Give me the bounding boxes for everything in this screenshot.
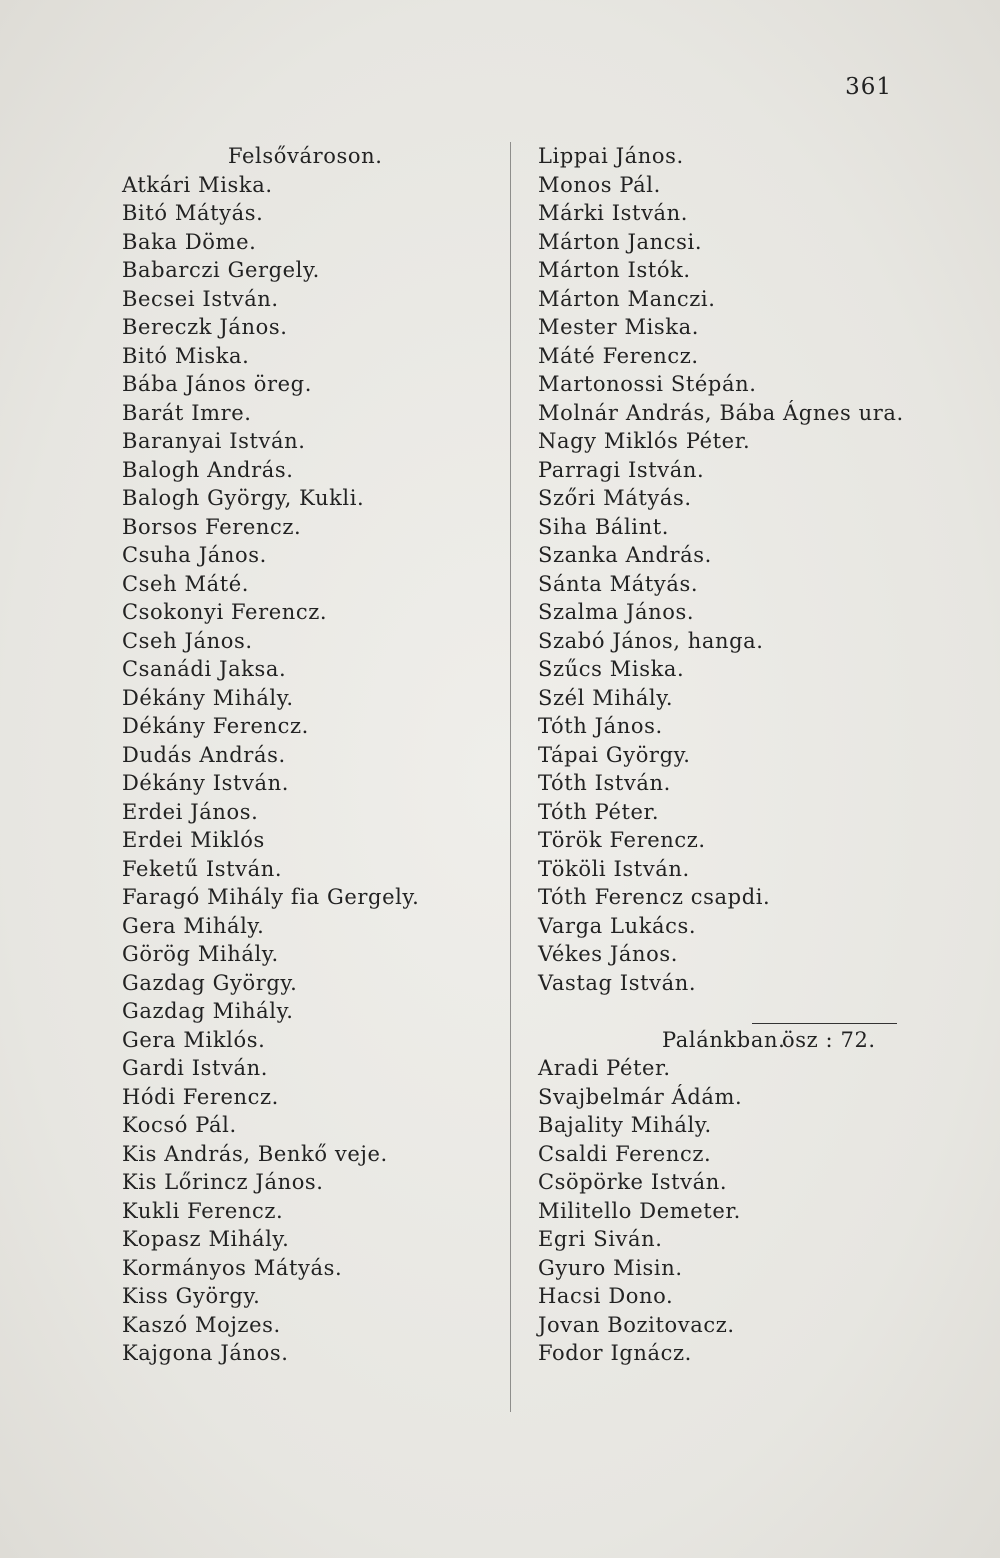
list-item: Faragó Mihály fia Gergely. bbox=[122, 885, 420, 909]
list-item: Sánta Mátyás. bbox=[538, 571, 699, 596]
list-item: Atkári Miska. bbox=[122, 172, 273, 197]
list-item: Tököli István. bbox=[538, 856, 690, 881]
list-item: Márki István. bbox=[538, 201, 689, 225]
list-item: Bába János öreg. bbox=[122, 372, 312, 396]
list-item: Dékány Ferencz. bbox=[122, 714, 309, 738]
list-item: Babarczi Gergely. bbox=[122, 258, 320, 282]
list-item: Tóth Ferencz csapdi. bbox=[538, 885, 771, 909]
list-item: Barát Imre. bbox=[122, 400, 252, 425]
list-item: Baranyai István. bbox=[122, 429, 306, 453]
list-item: Tóth János. bbox=[538, 714, 663, 738]
section-heading-palankban: Palánkban. bbox=[662, 1027, 786, 1052]
list-item: Dudás András. bbox=[122, 742, 286, 767]
list-item: Fodor Ignácz. bbox=[538, 1341, 692, 1365]
list-item: Hacsi Dono. bbox=[538, 1284, 674, 1308]
list-item: Vastag István. bbox=[538, 970, 697, 995]
total-spacer bbox=[538, 997, 918, 1026]
list-item: Lippai János. bbox=[538, 144, 684, 168]
list-item: Kocsó Pál. bbox=[122, 1113, 237, 1137]
list-item: Egri Siván. bbox=[538, 1227, 663, 1251]
list-item: Dékány István. bbox=[122, 771, 290, 795]
list-item: Márton Manczi. bbox=[538, 286, 716, 311]
list-item: Balogh György, Kukli. bbox=[122, 486, 365, 510]
list-item: Feketű István. bbox=[122, 856, 283, 881]
list-item: Bitó Mátyás. bbox=[122, 201, 264, 225]
list-item: Nagy Miklós Péter. bbox=[538, 429, 751, 453]
list-item: Csokonyi Ferencz. bbox=[122, 600, 328, 624]
list-item: Hódi Ferencz. bbox=[122, 1084, 279, 1109]
list-item: Varga Lukács. bbox=[538, 913, 697, 938]
list-item: Kiss György. bbox=[122, 1284, 261, 1308]
column-divider bbox=[510, 142, 511, 1412]
list-item: Kis Lőrincz János. bbox=[122, 1170, 324, 1194]
list-item: Gera Miklós. bbox=[122, 1027, 266, 1052]
list-item: Bitó Miska. bbox=[122, 343, 250, 368]
section-heading-felsovaroson: Felsővároson. bbox=[228, 144, 383, 168]
list-item: Kormányos Mátyás. bbox=[122, 1255, 343, 1280]
list-item: Dékány Mihály. bbox=[122, 685, 294, 710]
list-item: Molnár András, Bába Ágnes ura. bbox=[538, 400, 904, 425]
list-item: Csuha János. bbox=[122, 543, 267, 567]
list-item: Szalma János. bbox=[538, 600, 695, 624]
list-item: Siha Bálint. bbox=[538, 514, 670, 539]
list-item: Monos Pál. bbox=[538, 172, 661, 197]
list-item: Szabó János, hanga. bbox=[538, 628, 764, 653]
list-item: Baka Döme. bbox=[122, 229, 257, 254]
page-number: 361 bbox=[845, 74, 892, 100]
list-item: Erdei János. bbox=[122, 799, 259, 824]
list-item: Görög Mihály. bbox=[122, 942, 279, 966]
list-item: Borsos Ferencz. bbox=[122, 514, 302, 539]
list-item: Szanka András. bbox=[538, 543, 712, 567]
list-item: Balogh András. bbox=[122, 457, 294, 482]
right-column bbox=[538, 142, 918, 1368]
list-item: Bajality Mihály. bbox=[538, 1113, 712, 1137]
list-item: Jovan Bozitovacz. bbox=[538, 1312, 735, 1337]
list-item: Máté Ferencz. bbox=[538, 343, 699, 368]
list-item: Tóth Péter. bbox=[538, 799, 660, 824]
list-item: Svajbelmár Ádám. bbox=[538, 1084, 743, 1109]
total-count: ösz : 72. bbox=[782, 1028, 876, 1052]
list-item: Vékes János. bbox=[538, 942, 679, 966]
list-item: Szőri Mátyás. bbox=[538, 486, 692, 510]
list-item: Csaldi Ferencz. bbox=[538, 1141, 712, 1166]
list-item: Csöpörke István. bbox=[538, 1170, 728, 1194]
list-item: Tápai György. bbox=[538, 742, 691, 767]
list-item: Szél Mihály. bbox=[538, 685, 674, 710]
list-item: Militello Demeter. bbox=[538, 1198, 741, 1223]
list-item: Gazdag György. bbox=[122, 970, 298, 995]
list-item: Csanádi Jaksa. bbox=[122, 657, 287, 681]
list-item: Gazdag Mihály. bbox=[122, 999, 294, 1023]
list-item: Gyuro Misin. bbox=[538, 1255, 683, 1280]
list-item: Parragi István. bbox=[538, 457, 705, 482]
list-item: Cseh János. bbox=[122, 628, 253, 653]
list-item: Kaszó Mojzes. bbox=[122, 1312, 281, 1337]
list-item: Gardi István. bbox=[122, 1056, 269, 1080]
list-item: Martonossi Stépán. bbox=[538, 372, 757, 396]
list-item: Cseh Máté. bbox=[122, 571, 250, 596]
list-item: Aradi Péter. bbox=[538, 1056, 671, 1080]
list-item: Becsei István. bbox=[122, 286, 279, 311]
list-item: Török Ferencz. bbox=[538, 828, 706, 852]
left-column bbox=[122, 142, 507, 1368]
list-item: Kis András, Benkő veje. bbox=[122, 1141, 388, 1166]
list-item: Gera Mihály. bbox=[122, 913, 265, 938]
list-item: Szűcs Miska. bbox=[538, 657, 685, 681]
list-item: Kopasz Mihály. bbox=[122, 1227, 290, 1251]
list-item: Bereczk János. bbox=[122, 315, 288, 339]
list-item: Tóth István. bbox=[538, 771, 671, 795]
list-item: Erdei Miklós bbox=[122, 828, 265, 852]
list-item: Márton Jancsi. bbox=[538, 229, 703, 254]
total-underline bbox=[752, 1023, 897, 1024]
list-item: Márton Istók. bbox=[538, 258, 691, 282]
list-item: Mester Miska. bbox=[538, 315, 700, 339]
list-item: Kukli Ferencz. bbox=[122, 1198, 284, 1223]
list-item: Kajgona János. bbox=[122, 1341, 289, 1365]
